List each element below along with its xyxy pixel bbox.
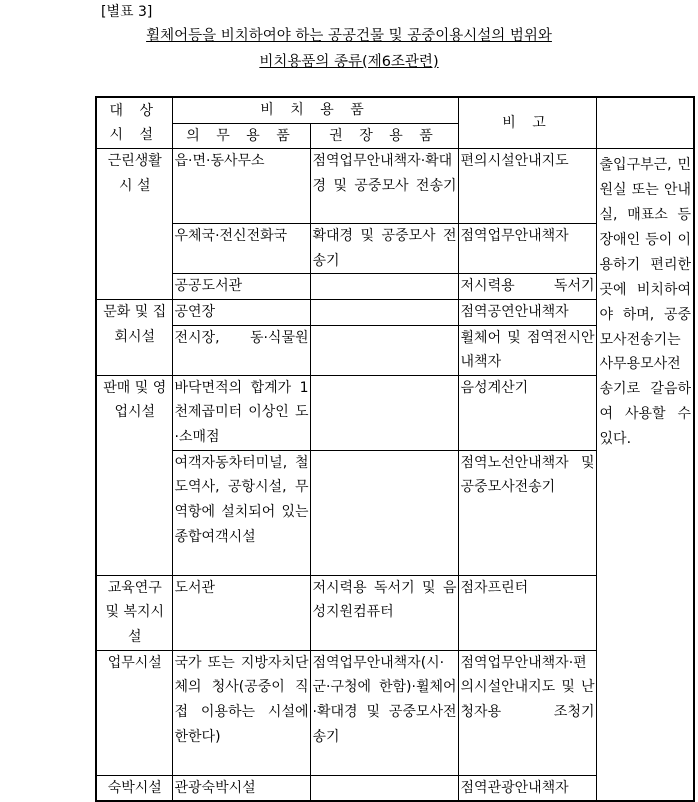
mandatory-cell: 점역업무안내책자(시·군·구청에 한함)·휠체어·확대경 및 공중모사전송기 [310, 650, 458, 775]
recommended-cell: 점역업무안내책자·편의시설안내지도 및 난청자용 조청기 [458, 650, 596, 775]
recommended-cell: 점역관광안내책자 [458, 775, 596, 801]
mandatory-cell [310, 450, 458, 575]
category-cell: 교육연구 및 복지시설 [96, 575, 172, 650]
facility-cell: 국가 또는 지방자치단체의 청사(공중이 직접 이용하는 시설에 한한다) [172, 650, 310, 775]
mandatory-cell [310, 274, 458, 300]
document-title: 휠체어등을 비치하여야 하는 공공건물 및 공중이용시설의 범위와 [146, 28, 552, 44]
mandatory-cell [310, 299, 458, 325]
table-row [96, 149, 694, 224]
mandatory-cell [310, 375, 458, 450]
category-cell: 판매 및 영업시설 [96, 375, 172, 575]
category-cell: 숙박시설 [96, 775, 172, 801]
facility-items-table [95, 96, 695, 802]
header-target-facility: 대 상 시 설 [96, 97, 172, 149]
facility-cell: 도서관 [172, 575, 310, 650]
recommended-cell: 점역공연안내책자 [458, 299, 596, 325]
facility-cell: 공연장 [172, 299, 310, 325]
recommended-cell: 점역업무안내책자 [458, 224, 596, 274]
facility-cell: 우체국·전신전화국 [172, 224, 310, 274]
facility-cell: 관광숙박시설 [172, 775, 310, 801]
header-mandatory: 의 무 용 품 [172, 123, 310, 149]
category-cell: 문화 및 집회시설 [96, 299, 172, 375]
header-supplies: 비 치 용 품 [172, 97, 458, 123]
category-cell: 업무시설 [96, 650, 172, 775]
note-cell: 출입구부근, 민원실 또는 안내실, 매표소 등 장애인 등이 이용하기 편리한 곳에 비치하여야 하며, 공중모사전송기는 사무용모사전송기로 갈음하여 사용할 수 있다. [596, 149, 694, 802]
header-recommended: 권 장 용 품 [310, 123, 458, 149]
recommended-cell: 편의시설안내지도 [458, 149, 596, 224]
facility-cell: 여객자동차터미널, 철도역사, 공항시설, 무역항에 설치되어 있는 종합여객시설 [172, 450, 310, 575]
facility-cell: 바닥면적의 합계가 1천제곱미터 이상인 도·소매점 [172, 375, 310, 450]
mandatory-cell: 점역업무안내책자·확대경 및 공중모사 전송기 [310, 149, 458, 224]
mandatory-cell [310, 325, 458, 375]
mandatory-cell [310, 775, 458, 801]
mandatory-cell: 저시력용 독서기 및 음성지원컴퓨터 [310, 575, 458, 650]
recommended-cell: 점자프린터 [458, 575, 596, 650]
recommended-cell: 저시력용 독서기 [458, 274, 596, 300]
appendix-tag: [별표 3] [101, 4, 153, 20]
recommended-cell: 음성계산기 [458, 375, 596, 450]
category-cell: 근린생활 시 설 [96, 149, 172, 300]
recommended-cell: 점역노선안내책자 및 공중모사전송기 [458, 450, 596, 575]
facility-cell: 전시장, 동·식물원 [172, 325, 310, 375]
recommended-cell: 휠체어 및 점역전시안내책자 [458, 325, 596, 375]
document-subtitle: 비치용품의 종류(제6조관련) [259, 54, 439, 70]
header-note: 비 고 [458, 97, 596, 149]
facility-cell: 읍·면·동사무소 [172, 149, 310, 224]
facility-cell: 공공도서관 [172, 274, 310, 300]
mandatory-cell: 확대경 및 공중모사 전송기 [310, 224, 458, 274]
